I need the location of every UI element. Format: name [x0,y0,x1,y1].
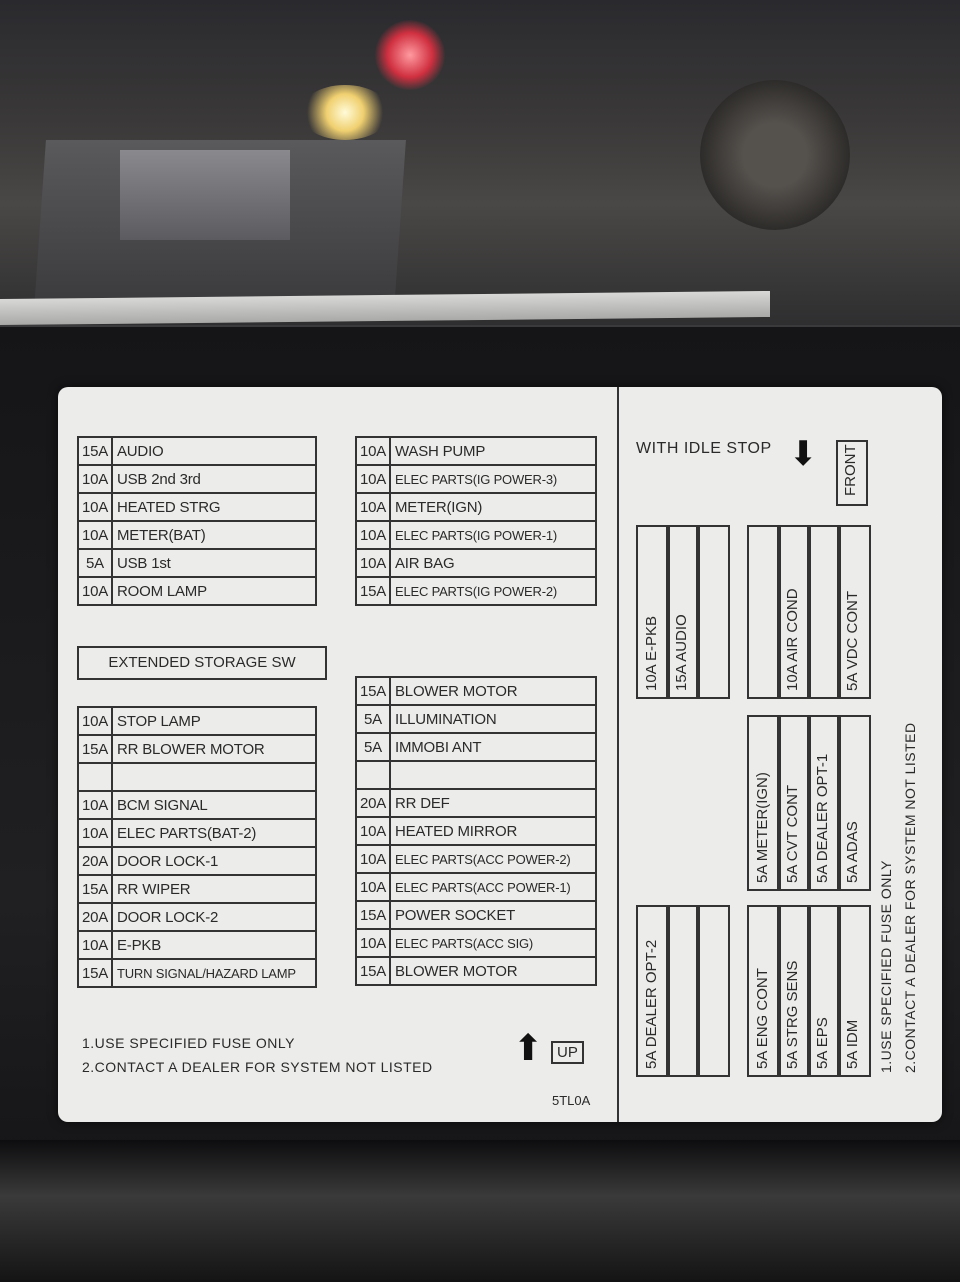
fuse-name: EPS [814,1017,831,1048]
fuse-entry [784,961,801,1069]
fuse-name: TURN SIGNAL/HAZARD LAMP [112,959,316,987]
extended-storage-sw: EXTENDED STORAGE SW [77,646,327,680]
fuse-amp [78,763,112,791]
fuse-name: USB 2nd 3rd [112,465,316,493]
fuse-amp: 5A [356,705,390,733]
fuse-row [78,735,316,763]
fuse-amp: 15A [356,577,390,605]
fuse-column [837,715,871,891]
label-divider [617,387,619,1122]
fuse-name: USB 1st [112,549,316,577]
fuse-row [356,761,596,789]
fuse-row [356,705,596,733]
fuse-column [807,905,841,1077]
fuse-row [78,931,316,959]
fuse-amp: 15A [356,677,390,705]
fuse-row [78,959,316,987]
fuse-row [78,549,316,577]
up-arrow-icon: ⬆ [513,1027,544,1068]
fuse-amp: 15A [673,665,690,691]
fuse-column [807,715,841,891]
fuse-name: DOOR LOCK-2 [112,903,316,931]
fuse-column [747,525,781,699]
fuse-entry [844,1020,861,1069]
fuse-column [666,905,700,1077]
fuse-amp: 20A [78,903,112,931]
fuse-entry [814,1017,831,1069]
fuse-row [78,847,316,875]
fuse-row [356,929,596,957]
fuse-column [696,905,730,1077]
fuse-name: ELEC PARTS(ACC SIG) [390,929,596,957]
fuse-name: METER(IGN) [390,493,596,521]
fuse-name: WASH PUMP [390,437,596,465]
fuse-column [636,905,670,1077]
fuse-row [356,957,596,985]
fuse-name: ELEC PARTS(ACC POWER-1) [390,873,596,901]
note-2-rotated: 2.CONTACT A DEALER FOR SYSTEM NOT LISTED [902,722,918,1073]
fuse-amp [356,761,390,789]
fuse-column [777,715,811,891]
fuse-row [356,521,596,549]
fuse-amp: 10A [356,817,390,845]
fuse-name: BLOWER MOTOR [390,677,596,705]
fuse-entry [814,754,831,883]
fuse-amp: 5A [844,673,861,691]
fuse-amp: 5A [356,733,390,761]
fuse-name: BCM SIGNAL [112,791,316,819]
fuse-amp: 5A [784,1051,801,1069]
fuse-name: AIR BAG [390,549,596,577]
fuse-amp: 10A [356,873,390,901]
front-box [836,440,868,506]
fuse-name: RR DEF [390,789,596,817]
fuse-amp: 10A [78,493,112,521]
fuse-amp: 5A [754,1051,771,1069]
fuse-row [356,733,596,761]
fuse-row [78,763,316,791]
fuse-entry [784,588,801,691]
fuse-amp: 5A [78,549,112,577]
fuse-column [837,525,871,699]
fuse-table-bottom-right [355,676,597,986]
fuse-name [390,761,596,789]
fuse-amp: 10A [356,521,390,549]
fuse-amp: 15A [356,957,390,985]
fuse-name: HEATED MIRROR [390,817,596,845]
fuse-amp: 10A [643,665,660,691]
fuse-name: STRG SENS [784,960,801,1048]
fuse-name: DEALER OPT-2 [643,939,660,1048]
fuse-name: ENG CONT [754,968,771,1048]
fuse-name: BLOWER MOTOR [390,957,596,985]
fuse-name: ILLUMINATION [390,705,596,733]
fuse-row [78,493,316,521]
fuse-row [78,707,316,735]
note-1: 1.USE SPECIFIED FUSE ONLY [82,1035,295,1051]
fuse-row [356,873,596,901]
fuse-row [356,549,596,577]
fuse-amp: 10A [78,931,112,959]
fuse-column [777,905,811,1077]
fuse-name: DEALER OPT-1 [814,753,831,862]
fuse-amp: 10A [356,549,390,577]
idle-stop-title: WITH IDLE STOP [636,440,772,457]
fuse-amp: 10A [356,437,390,465]
fuse-row [356,789,596,817]
fuse-amp: 10A [356,465,390,493]
fuse-name: RR BLOWER MOTOR [112,735,316,763]
fuse-name [112,763,316,791]
fuse-name: AUDIO [112,437,316,465]
fuse-name: ELEC PARTS(IG POWER-2) [390,577,596,605]
yellow-lamp [300,85,390,140]
fuse-label-card [58,387,942,1122]
fuse-amp: 5A [643,1051,660,1069]
fuse-entry [643,616,660,691]
fuse-amp: 5A [844,865,861,883]
fuse-amp: 15A [356,901,390,929]
fuse-column [636,525,670,699]
fuse-table-top-right [355,436,597,606]
fuse-row [78,465,316,493]
fuse-table-bottom-left [77,706,317,988]
fuse-name: DOOR LOCK-1 [112,847,316,875]
front-label: FRONT [842,444,859,496]
fuse-name: IDM [844,1019,861,1048]
down-arrow-icon: ⬇ [789,435,818,473]
fuse-amp: 10A [356,929,390,957]
fuse-row [356,677,596,705]
fuse-amp: 15A [78,437,112,465]
fuse-name: ELEC PARTS(IG POWER-1) [390,521,596,549]
fuse-name: AIR COND [784,588,801,662]
fuse-table-top-left [77,436,317,606]
fuse-name: RR WIPER [112,875,316,903]
fuse-entry [844,821,861,883]
fuse-row [78,437,316,465]
fuse-amp: 5A [784,865,801,883]
fuse-name: METER(BAT) [112,521,316,549]
fuse-name: CVT CONT [784,784,801,862]
fuse-amp: 10A [78,791,112,819]
fuse-name: E-PKB [643,615,660,661]
fuse-name: ELEC PARTS(BAT-2) [112,819,316,847]
fuse-row [78,791,316,819]
fuse-name: ELEC PARTS(IG POWER-3) [390,465,596,493]
fuse-entry [754,772,771,883]
fuse-row [356,817,596,845]
fuse-row [356,901,596,929]
fuse-name: HEATED STRG [112,493,316,521]
fuse-name: ADAS [844,821,861,863]
fuse-amp: 5A [814,865,831,883]
red-light [375,20,445,90]
fuse-row [356,577,596,605]
fuse-amp: 5A [844,1051,861,1069]
note-1-rotated: 1.USE SPECIFIED FUSE ONLY [878,860,894,1073]
fuse-row [78,577,316,605]
fuse-row [78,875,316,903]
fuse-amp: 15A [78,959,112,987]
fuse-name: METER(IGN) [754,772,771,862]
fuse-entry [844,591,861,691]
fuse-column [666,525,700,699]
fuse-row [78,521,316,549]
fuse-row [356,437,596,465]
fuse-name: E-PKB [112,931,316,959]
label-code: 5TL0A [552,1093,591,1108]
fuse-column [696,525,730,699]
lower-dashboard [0,1140,960,1280]
fuse-amp: 10A [78,707,112,735]
fuse-amp: 5A [754,865,771,883]
fuse-column [747,715,781,891]
fuse-name: STOP LAMP [112,707,316,735]
fuse-row [356,493,596,521]
fuse-name: ELEC PARTS(ACC POWER-2) [390,845,596,873]
interior-panel-highlight [120,150,290,240]
fuse-amp: 15A [78,875,112,903]
fuse-column [777,525,811,699]
fuse-amp: 10A [78,577,112,605]
fuse-entry [754,968,771,1069]
fuse-row [78,903,316,931]
fuse-amp: 15A [78,735,112,763]
fuse-amp: 10A [78,819,112,847]
fuse-amp: 10A [356,845,390,873]
fuse-entry [643,940,660,1069]
fuse-name: POWER SOCKET [390,901,596,929]
note-2: 2.CONTACT A DEALER FOR SYSTEM NOT LISTED [82,1059,433,1075]
fuse-amp: 10A [356,493,390,521]
fuse-column [747,905,781,1077]
fuse-column [837,905,871,1077]
fuse-row [356,465,596,493]
fuse-amp: 5A [814,1051,831,1069]
dashboard-knob [700,80,850,230]
fuse-amp: 10A [784,665,801,691]
fuse-name: VDC CONT [844,590,861,670]
fuse-amp: 10A [78,465,112,493]
fuse-name: IMMOBI ANT [390,733,596,761]
fuse-entry [673,614,690,691]
fuse-amp: 20A [356,789,390,817]
fuse-name: AUDIO [673,614,690,662]
fuse-amp: 20A [78,847,112,875]
fuse-entry [784,785,801,883]
fuse-name: ROOM LAMP [112,577,316,605]
fuse-amp: 10A [78,521,112,549]
fuse-row [78,819,316,847]
fuse-row [356,845,596,873]
up-label: UP [551,1041,584,1064]
fuse-column [807,525,841,699]
